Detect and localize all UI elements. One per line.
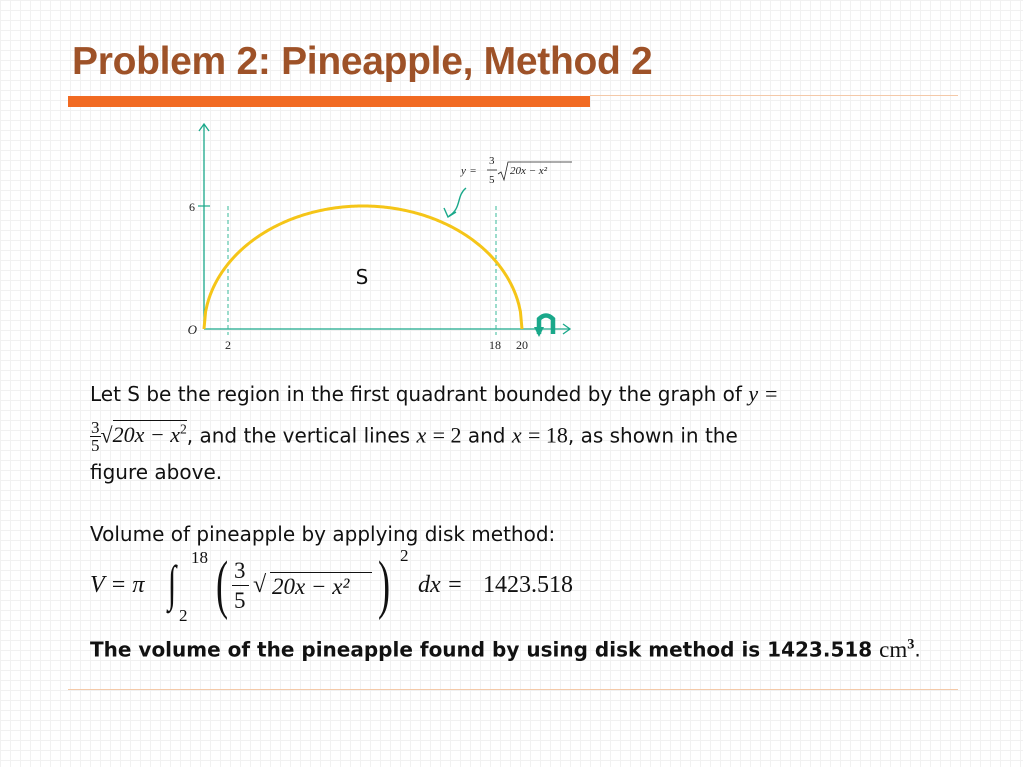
paragraph-1-line-3: figure above. bbox=[90, 460, 223, 484]
paragraph-1-radicand bbox=[113, 420, 187, 447]
curve-label-pointer bbox=[449, 188, 466, 216]
volume-formula bbox=[90, 546, 690, 625]
integral-upper-limit: 18 bbox=[191, 548, 208, 567]
paragraph-1-text-a: Let S be the region in the first quadrant bounded by the graph of bbox=[90, 382, 749, 406]
paragraph-1-fraction-den: 5 bbox=[91, 436, 100, 456]
paragraph-1-radicand-exp: 2 bbox=[179, 422, 187, 437]
unit-exponent: 3 bbox=[907, 636, 915, 652]
paragraph-1-text-b: , and the vertical lines bbox=[186, 423, 417, 448]
formula-right-paren: ) bbox=[378, 548, 391, 621]
paragraph-1-radical: $√20x - x^2$ bbox=[100, 422, 187, 448]
formula-left-paren: ( bbox=[216, 548, 229, 621]
slide-title: Problem 2: Pineapple, Method 2 bbox=[72, 40, 653, 83]
paragraph-1-and: and bbox=[461, 423, 512, 448]
y-tick-label-6: 6 bbox=[189, 200, 195, 214]
paragraph-1-fraction bbox=[90, 419, 101, 454]
x-tick-label-2: 2 bbox=[225, 338, 231, 352]
formula-fraction-den: 5 bbox=[234, 588, 246, 613]
region-graph bbox=[0, 0, 1023, 370]
formula-fraction-num: 3 bbox=[234, 558, 246, 583]
origin-label: O bbox=[187, 322, 197, 337]
paragraph-1-x2: x bbox=[511, 422, 522, 448]
curve-equation-label bbox=[460, 155, 572, 186]
paragraph-1-y-equals: y = bbox=[748, 381, 779, 406]
curve-label-pointer-arrowhead bbox=[444, 208, 456, 217]
formula-lhs: V = π bbox=[90, 572, 145, 598]
paragraph-1-line-2 bbox=[90, 410, 738, 455]
paragraph-1-eq1: = 2 bbox=[432, 422, 462, 448]
paragraph-2: Volume of pineapple by applying disk method: bbox=[90, 522, 556, 546]
curve-label-eq: = bbox=[470, 165, 477, 177]
formula-radicand: 20x − x² bbox=[272, 574, 350, 599]
conclusion-unit bbox=[879, 637, 914, 662]
rotation-arrow-icon bbox=[534, 316, 553, 338]
curve-label-denominator: 5 bbox=[489, 174, 495, 186]
region-label-s: S bbox=[355, 265, 369, 289]
formula-dx: dx = bbox=[418, 572, 463, 598]
integral-sign: ∫ bbox=[168, 555, 177, 611]
conclusion-text: The volume of the pineapple found by using disk method is 1423.518 bbox=[90, 637, 873, 662]
paragraph-1-line-1 bbox=[90, 374, 778, 414]
paragraph-1-radicand-text: 20x − x bbox=[112, 422, 180, 448]
formula-radical-sign: √ bbox=[253, 572, 267, 598]
paragraph-1-fraction-num: 3 bbox=[91, 418, 100, 438]
x-tick-label-18: 18 bbox=[489, 338, 501, 352]
curve-label-radicand: 20x − x² bbox=[510, 165, 547, 177]
integral-lower-limit: 2 bbox=[179, 606, 188, 625]
bottom-rule bbox=[68, 689, 958, 690]
unit-cm: cm bbox=[879, 636, 908, 662]
formula-result: 1423.518 bbox=[483, 572, 573, 598]
curve-label-numerator: 3 bbox=[489, 155, 495, 167]
formula-power: 2 bbox=[400, 546, 409, 565]
curve-label-y: y bbox=[461, 165, 466, 177]
paragraph-1-text-c: , as shown in the bbox=[567, 423, 738, 448]
paragraph-1-x1: x bbox=[416, 422, 427, 448]
conclusion-period: . bbox=[914, 637, 921, 662]
paragraph-1-eq2: = 18 bbox=[527, 422, 568, 448]
conclusion-line bbox=[90, 624, 921, 670]
x-tick-label-20: 20 bbox=[516, 338, 528, 352]
formula-fraction-bar bbox=[232, 585, 249, 586]
